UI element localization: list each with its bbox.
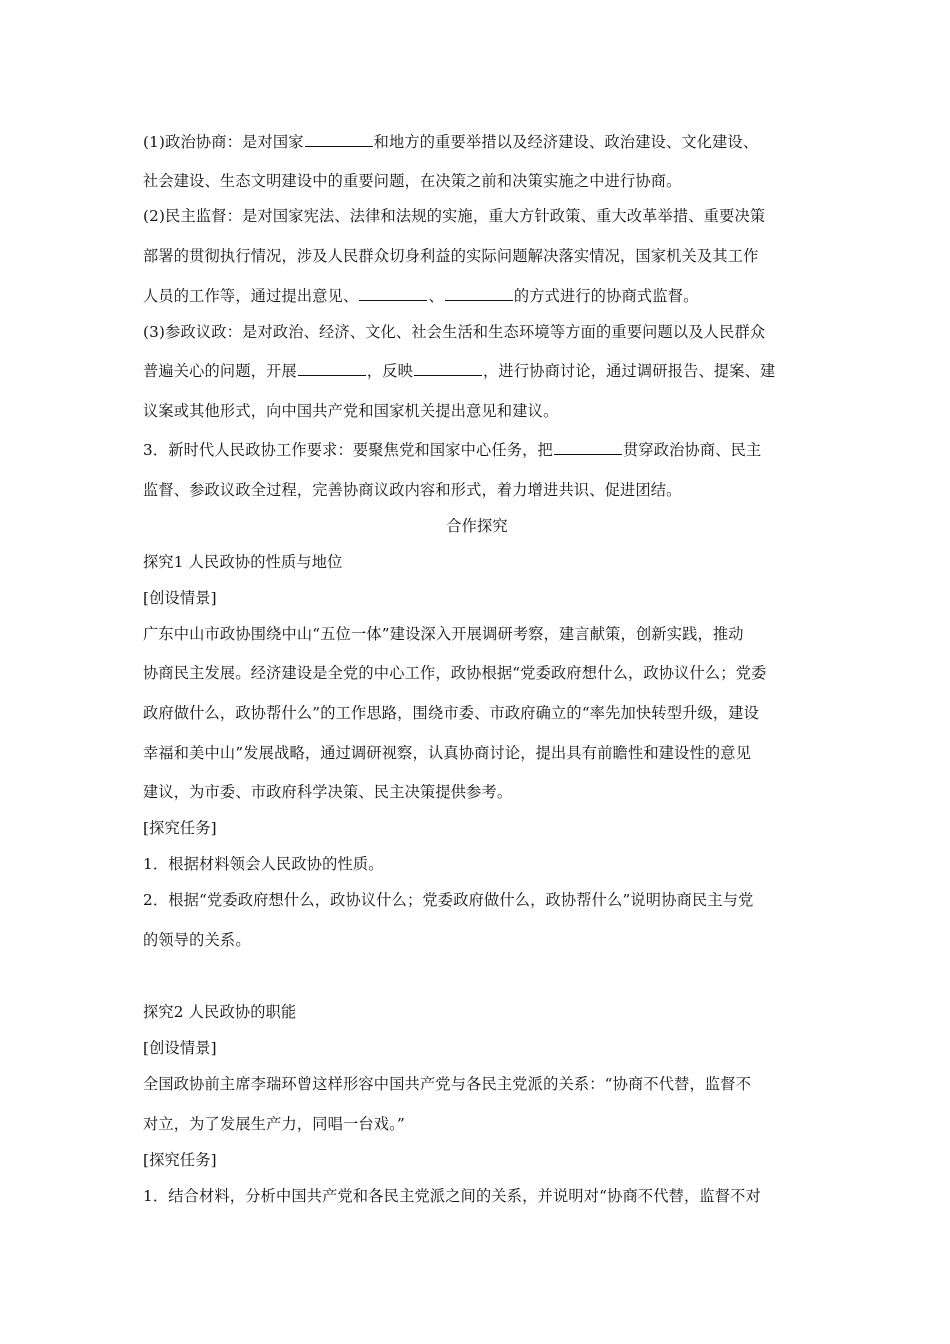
- text-line: 社会建设、生态文明建设中的重要问题，在决策之前和决策实施之中进行协商。: [143, 172, 682, 190]
- text-line: 监督、参政议政全过程，完善协商议政内容和形式，着力增进共识、促进团结。: [143, 481, 682, 499]
- section-title: 合作探究: [446, 517, 508, 535]
- text-line: 政府做什么，政协帮什么”的工作思路，围绕市委、市政府确立的“率先加快转型升级，建设: [143, 704, 760, 722]
- text-line: 幸福和美中山”发展战略，通过调研视察，认真协商讨论，提出具有前瞻性和建设性的意见: [143, 744, 752, 762]
- inquiry2-scenario-label: [创设情景]: [143, 1039, 217, 1057]
- text-line: 人员的工作等，通过提出意见、 、 的方式进行的协商式监督。: [143, 287, 699, 305]
- paragraph-political-consultation: (1)政治协商：是对国家 和地方的重要举措以及经济建设、政治建设、文化建设、: [143, 133, 759, 151]
- text-line: 议案或其他形式，向中国共产党和国家机关提出意见和建议。: [143, 402, 559, 420]
- inquiry2-task-label: [探究任务]: [143, 1151, 217, 1169]
- inquiry1-title: 探究1 人民政协的性质与地位: [143, 553, 343, 571]
- paragraph-democratic-supervision: (2)民主监督：是对国家宪法、法律和法规的实施，重大方针政策、重大改革举措、重要决策: [143, 207, 766, 225]
- text-line: 协商民主发展。经济建设是全党的中心工作，政协根据“党委政府想什么，政协议什么；党委: [143, 664, 767, 682]
- fill-blank[interactable]: [359, 286, 427, 301]
- inquiry1-scenario-text: 广东中山市政协围绕中山“五位一体”建设深入开展调研考察，建言献策，创新实践，推动: [143, 625, 744, 643]
- fill-blank[interactable]: [554, 440, 622, 455]
- inquiry2-title: 探究2 人民政协的职能: [143, 1003, 297, 1021]
- inquiry2-scenario-text: 全国政协前主席李瑞环曾这样形容中国共产党与各民主党派的关系：“协商不代替，监督不: [143, 1075, 752, 1093]
- paragraph-participation: (3)参政议政：是对政治、经济、文化、社会生活和生态环境等方面的重要问题以及人民群众: [143, 323, 766, 341]
- inquiry1-task-2: 2．根据“党委政府想什么，政协议什么；党委政府做什么，政协帮什么”说明协商民主与党: [143, 891, 754, 909]
- paragraph-work-requirements: 3．新时代人民政协工作要求：要聚焦党和国家中心任务，把 贯穿政治协商、民主: [143, 441, 762, 459]
- fill-blank[interactable]: [445, 286, 513, 301]
- inquiry1-task-1: 1．根据材料领会人民政协的性质。: [143, 855, 384, 873]
- text-line: 的领导的关系。: [143, 931, 251, 949]
- text-line: 部署的贯彻执行情况，涉及人民群众切身利益的实际问题解决落实情况，国家机关及其工作: [143, 247, 759, 265]
- inquiry1-task-label: [探究任务]: [143, 819, 217, 837]
- fill-blank[interactable]: [305, 132, 373, 147]
- text-line: 普遍关心的问题，开展 ，反映 ，进行协商讨论，通过调研报告、提案、建: [143, 362, 776, 380]
- text-line: 对立，为了发展生产力，同唱一台戏。”: [143, 1115, 405, 1133]
- text-line: 建议，为市委、市政府科学决策、民主决策提供参考。: [143, 783, 513, 801]
- inquiry1-scenario-label: [创设情景]: [143, 589, 217, 607]
- fill-blank[interactable]: [298, 361, 366, 376]
- inquiry2-task-1: 1．结合材料，分析中国共产党和各民主党派之间的关系，并说明对“协商不代替，监督不对: [143, 1187, 761, 1205]
- fill-blank[interactable]: [414, 361, 482, 376]
